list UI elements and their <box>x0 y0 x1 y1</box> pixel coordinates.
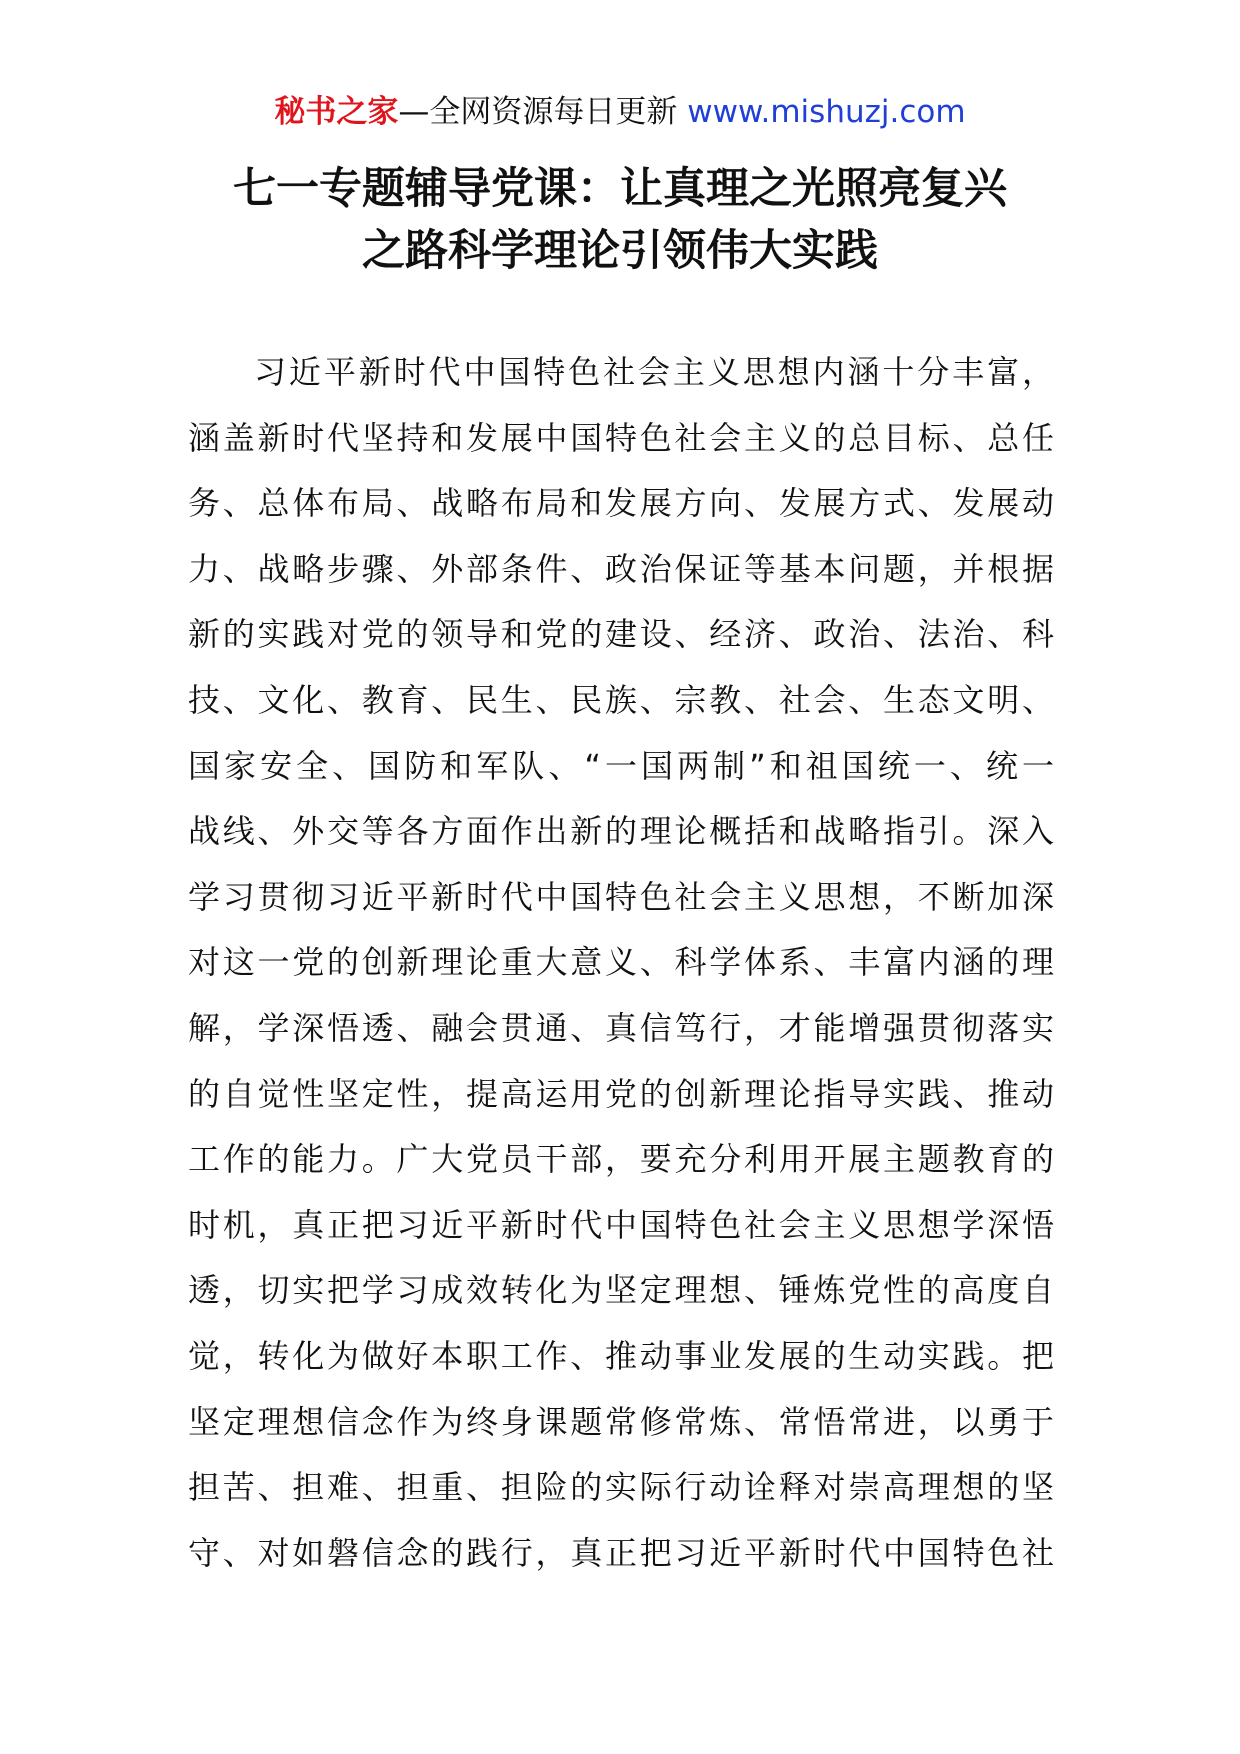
site-tagline: —全网资源每日更新 <box>398 94 688 130</box>
body-line: 务、总体布局、战略布局和发展方向、发展方式、发展动 <box>188 484 1054 523</box>
body-line: 的自觉性坚定性，提高运用党的创新理论指导实践、推动 <box>188 1074 1054 1113</box>
document-title <box>0 158 1240 282</box>
body-line: 坚定理想信念作为终身课题常修常炼、常悟常进，以勇于 <box>188 1402 1054 1441</box>
document-body <box>188 352 1054 1598</box>
title-line: 之路科学理论引领伟大实践 <box>362 226 878 276</box>
body-line: 学习贯彻习近平新时代中国特色社会主义思想，不断加深 <box>188 877 1054 916</box>
site-url-link[interactable]: www.mishuzj.com <box>687 94 966 130</box>
body-line: 觉，转化为做好本职工作、推动事业发展的生动实践。把 <box>188 1336 1054 1375</box>
body-line: 时机，真正把习近平新时代中国特色社会主义思想学深悟 <box>188 1205 1054 1244</box>
site-header <box>0 92 1240 132</box>
body-line: 担苦、担难、担重、担险的实际行动诠释对崇高理想的坚 <box>188 1468 1054 1507</box>
title-line: 七一专题辅导党课：让真理之光照亮复兴 <box>233 164 1007 214</box>
site-brand: 秘书之家 <box>274 94 399 130</box>
body-line: 习近平新时代中国特色社会主义思想内涵十分丰富， <box>254 353 1054 391</box>
body-line: 透，切实把学习成效转化为坚定理想、锤炼党性的高度自 <box>188 1271 1054 1310</box>
body-line: 力、战略步骤、外部条件、政治保证等基本问题，并根据 <box>188 549 1054 588</box>
body-line: 守、对如磐信念的践行，真正把习近平新时代中国特色社 <box>188 1533 1054 1572</box>
body-line: 国家安全、国防和军队、“一国两制”和祖国统一、统一 <box>188 746 1054 785</box>
body-line: 解，学深悟透、融会贯通、真信笃行，才能增强贯彻落实 <box>188 1008 1054 1047</box>
body-line: 技、文化、教育、民生、民族、宗教、社会、生态文明、 <box>188 680 1054 719</box>
body-line: 战线、外交等各方面作出新的理论概括和战略指引。深入 <box>188 812 1054 851</box>
body-line: 对这一党的创新理论重大意义、科学体系、丰富内涵的理 <box>188 943 1054 982</box>
body-line: 工作的能力。广大党员干部，要充分利用开展主题教育的 <box>188 1140 1054 1179</box>
body-line: 新的实践对党的领导和党的建设、经济、政治、法治、科 <box>188 615 1054 654</box>
body-line: 涵盖新时代坚持和发展中国特色社会主义的总目标、总任 <box>188 418 1054 457</box>
